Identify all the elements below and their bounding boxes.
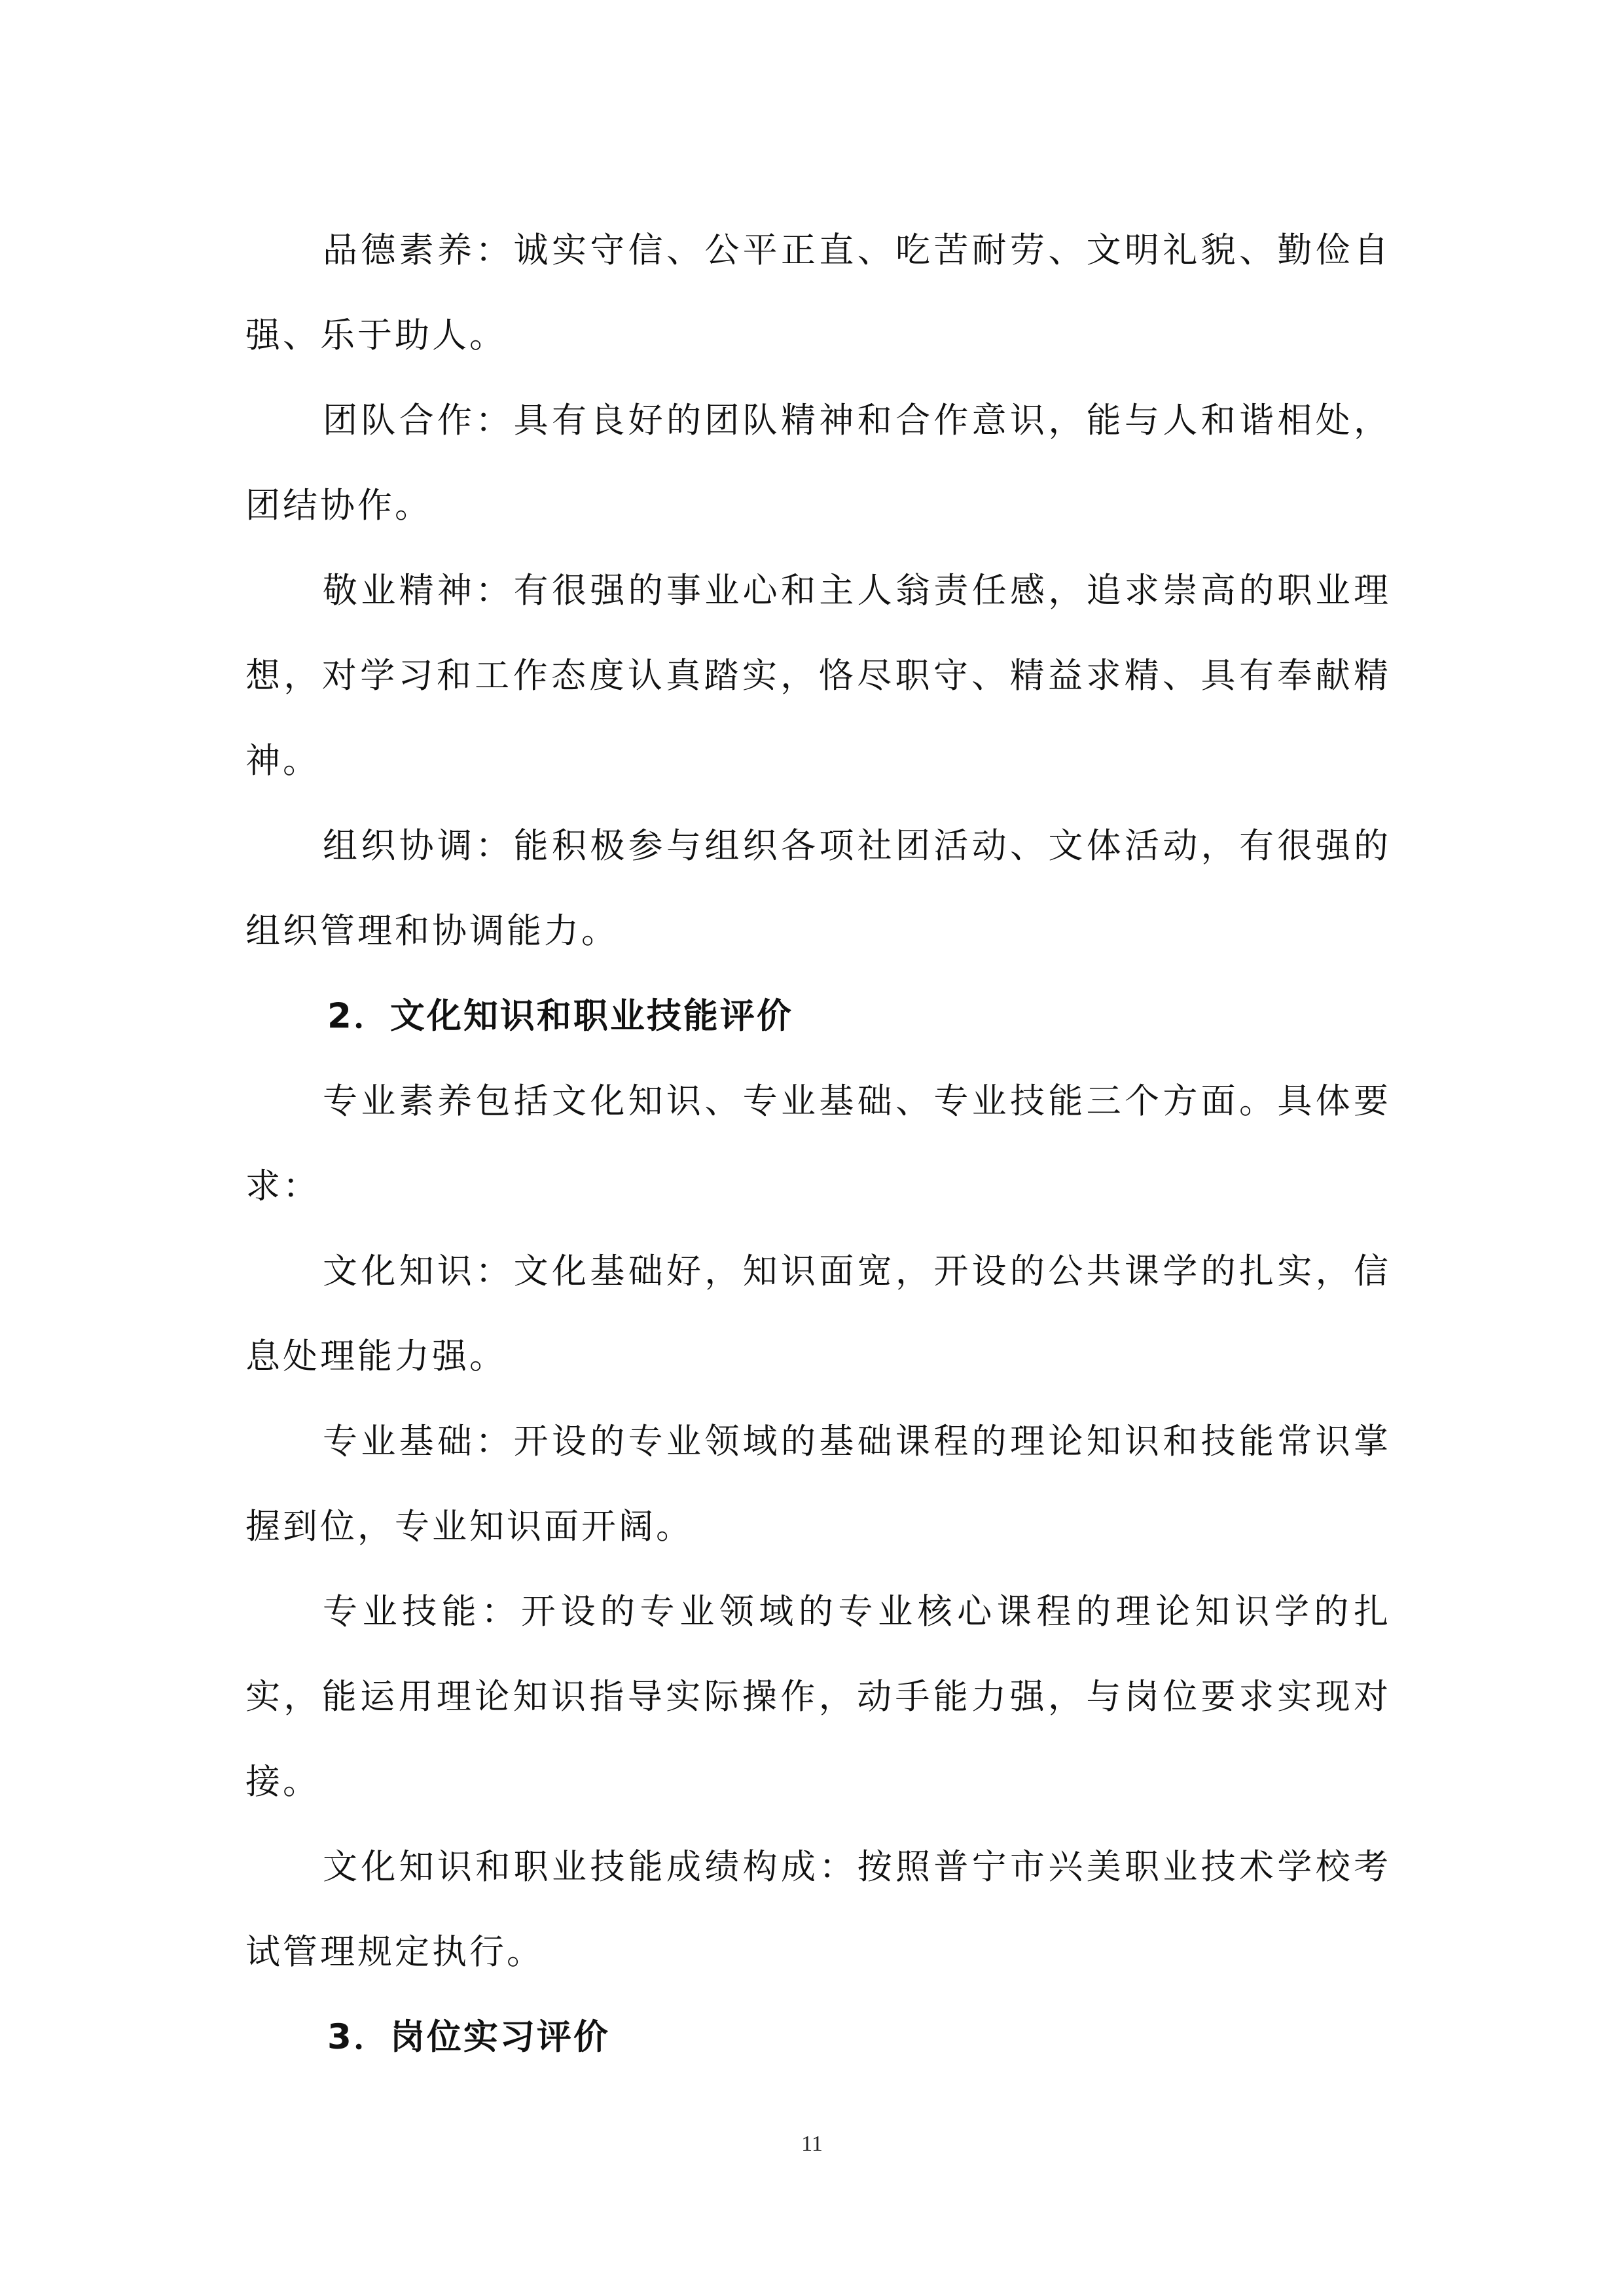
paragraph-cultural-knowledge: 文化知识：文化基础好，知识面宽，开设的公共课学的扎实，信息处理能力强。 <box>245 1251 1391 1376</box>
paragraph-moral-quality: 品德素养：诚实守信、公平正直、吃苦耐劳、文明礼貌、勤俭自强、乐于助人。 <box>245 230 1391 355</box>
paragraph-organization: 组织协调：能积极参与组织各项社团活动、文体活动，有很强的组织管理和协调能力。 <box>245 826 1391 951</box>
paragraph-professional-literacy: 专业素养包括文化知识、专业基础、专业技能三个方面。具体要求： <box>245 1081 1391 1206</box>
page-body <box>245 208 1391 2080</box>
paragraph-score-composition: 文化知识和职业技能成绩构成：按照普宁市兴美职业技术学校考试管理规定执行。 <box>245 1847 1391 1972</box>
section-heading-2: 2．文化知识和职业技能评价 <box>327 996 793 1036</box>
paragraph-professional-basics: 专业基础：开设的专业领域的基础课程的理论知识和技能常识掌握到位，专业知识面开阔。 <box>245 1422 1391 1547</box>
paragraph-professional-skills: 专业技能：开设的专业领域的专业核心课程的理论知识学的扎实，能运用理论知识指导实际操作，动手能力强，与岗位要求实现对接。 <box>245 1592 1391 1802</box>
page-number: 11 <box>801 2132 823 2156</box>
paragraph-teamwork: 团队合作：具有良好的团队精神和合作意识，能与人和谐相处，团结协作。 <box>245 401 1391 526</box>
section-heading-3: 3．岗位实习评价 <box>327 2017 610 2057</box>
paragraph-dedication: 敬业精神：有很强的事业心和主人翁责任感，追求崇高的职业理想，对学习和工作态度认真踏实，恪尽职守、精益求精、具有奉献精神。 <box>245 571 1391 781</box>
